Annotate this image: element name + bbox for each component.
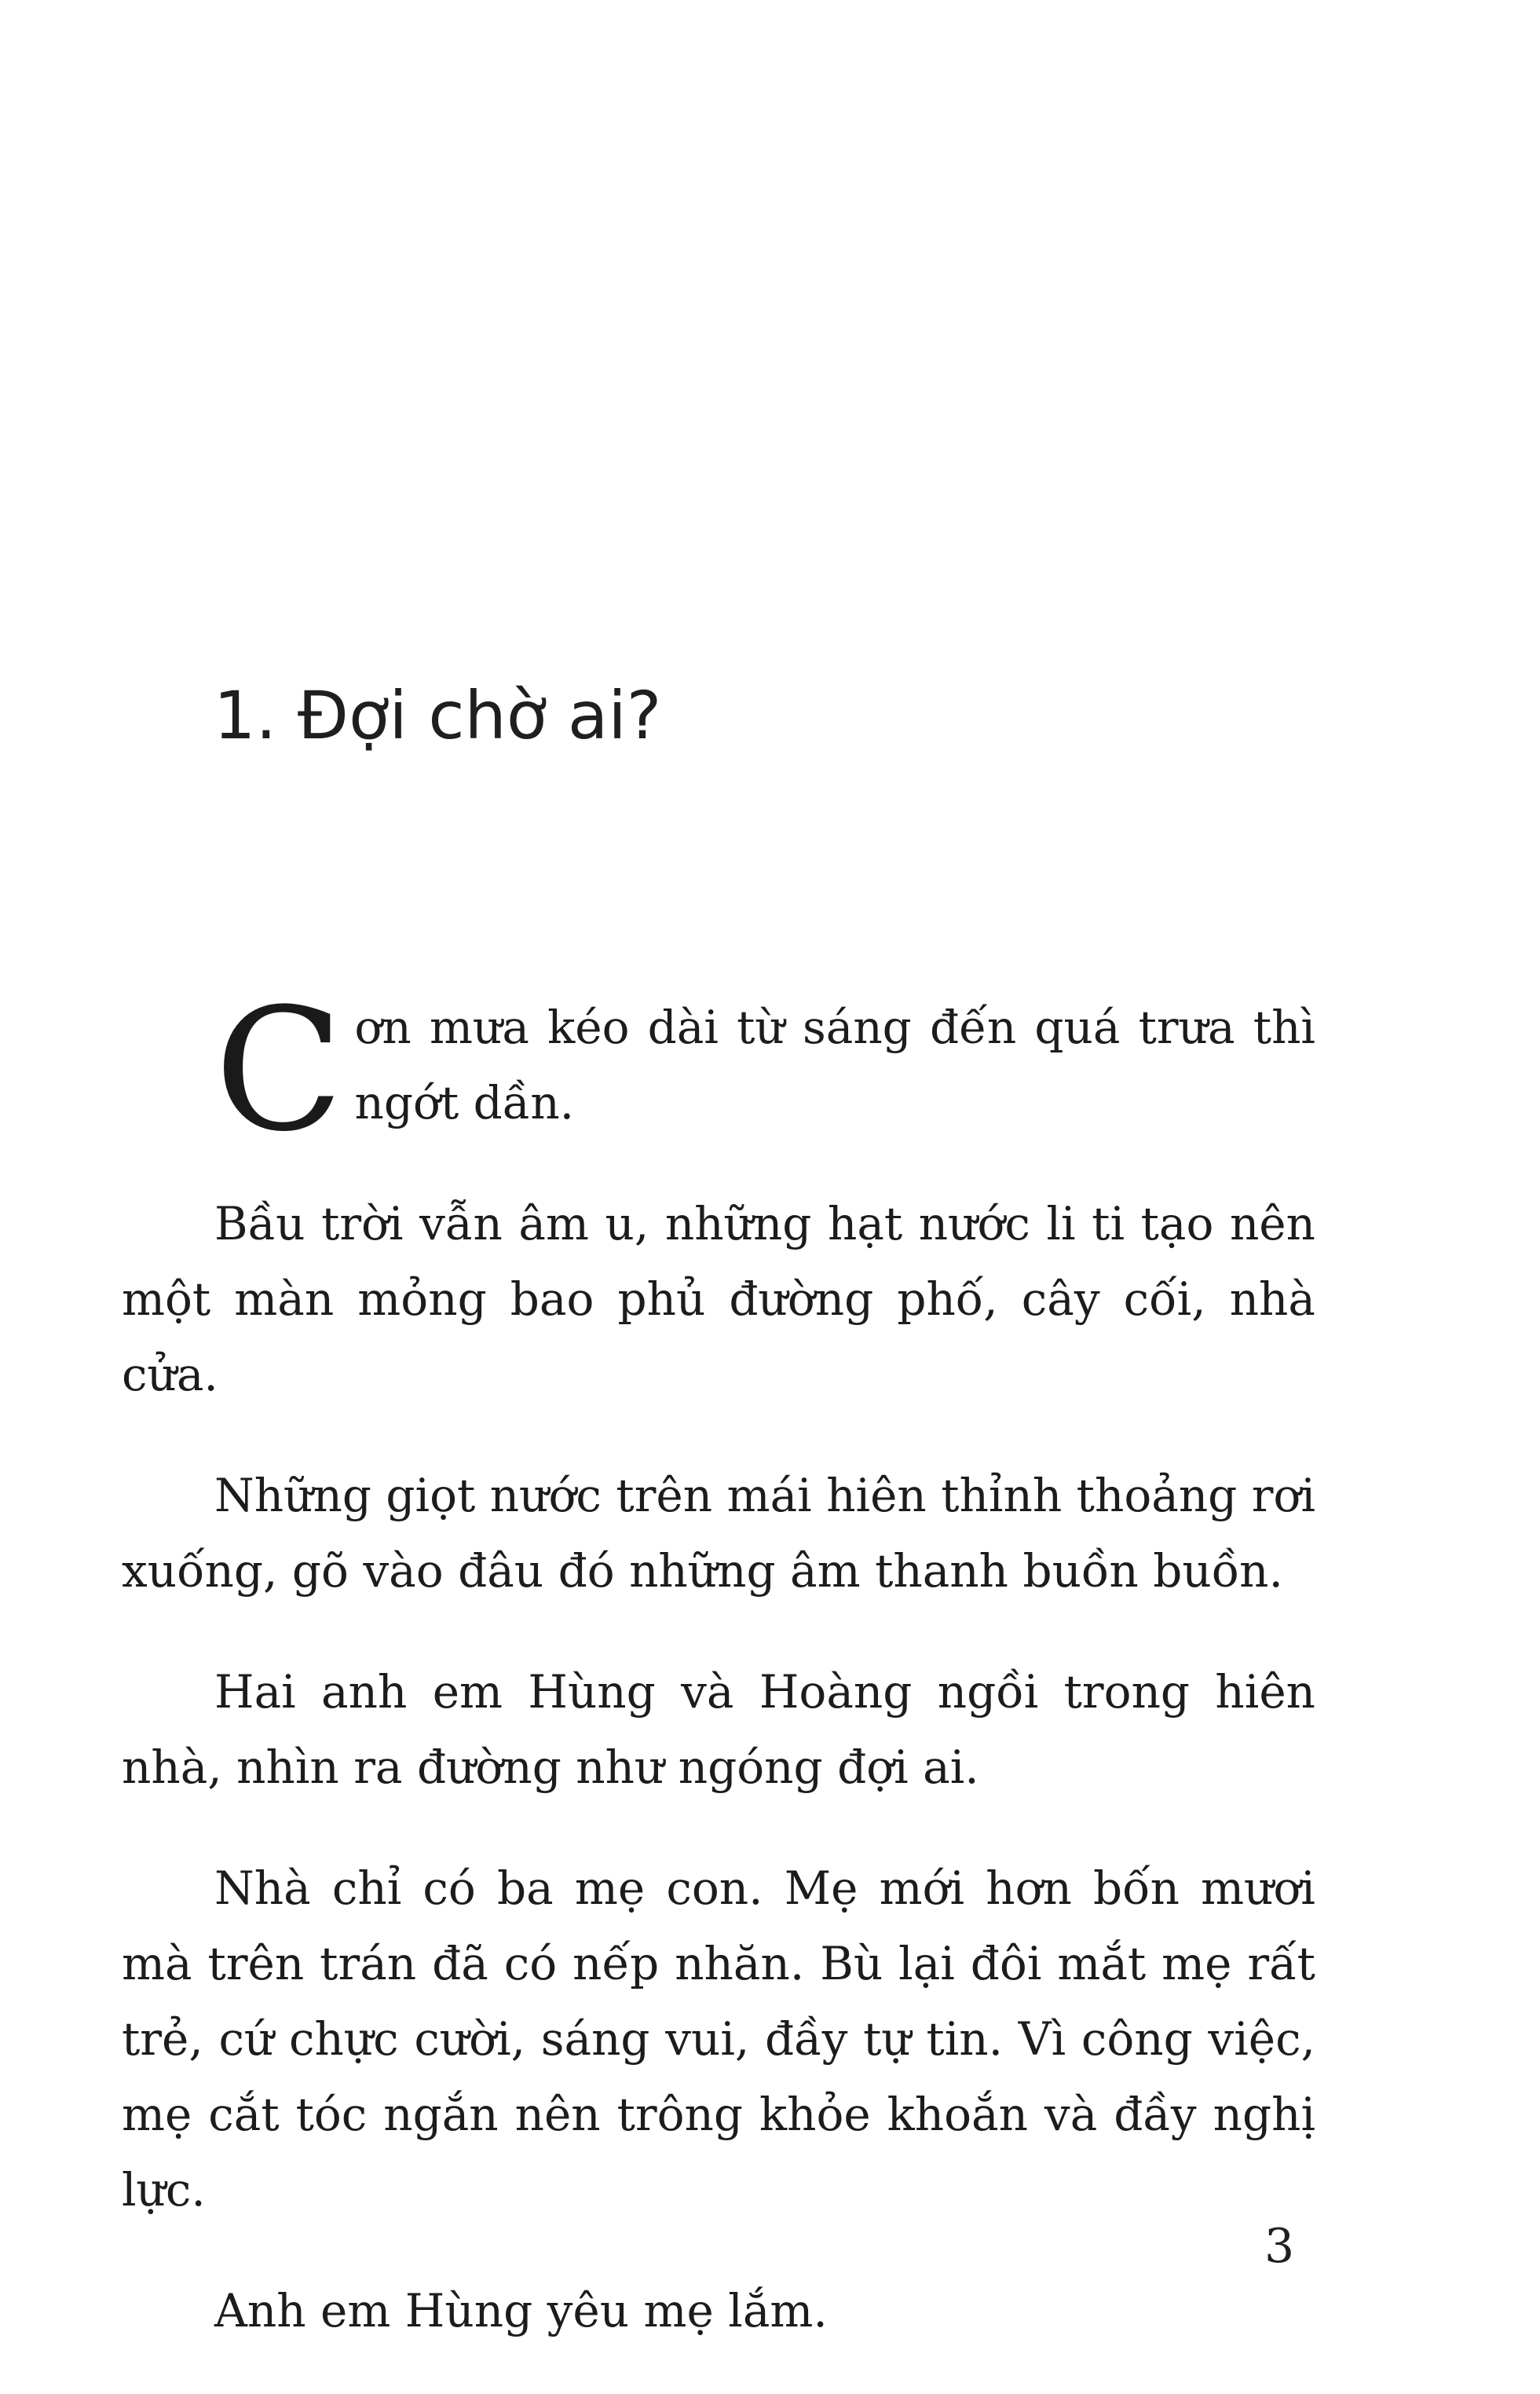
paragraph-1 bbox=[122, 972, 1315, 1169]
drop-cap: C bbox=[214, 972, 344, 1169]
chapter-body bbox=[122, 972, 1315, 2394]
paragraph-1-text: ơn mưa kéo dài từ sáng đến quá trưa thì ngớt dần. bbox=[354, 1001, 1315, 1129]
paragraph-2: Bầu trời vẫn âm u, những hạt nước li ti tạo nên một màn mỏng bao phủ đường phố, cây cối, nhà cửa. bbox=[122, 1197, 1315, 1401]
paragraph-6: Anh em Hùng yêu mẹ lắm. bbox=[214, 2284, 828, 2337]
chapter-title: 1. Đợi chờ ai? bbox=[214, 677, 662, 755]
paragraph-3: Những giọt nước trên mái hiên thỉnh thoảng rơi xuống, gõ vào đâu đó những âm thanh buồn buồn. bbox=[122, 1469, 1315, 1598]
paragraph-5: Nhà chỉ có ba mẹ con. Mẹ mới hơn bốn mươi mà trên trán đã có nếp nhăn. Bù lại đôi mắt mẹ rất trẻ, cứ chực cười, sáng vui, đầy tự tin. Vì công việc, mẹ cắt tóc ngắn nên trông khỏe khoắn và đầy nghị lực. bbox=[122, 1861, 1315, 2216]
paragraph-4: Hai anh em Hùng và Hoàng ngồi trong hiên nhà, nhìn ra đường như ngóng đợi ai. bbox=[122, 1665, 1315, 1794]
page-number: 3 bbox=[1264, 2219, 1295, 2274]
